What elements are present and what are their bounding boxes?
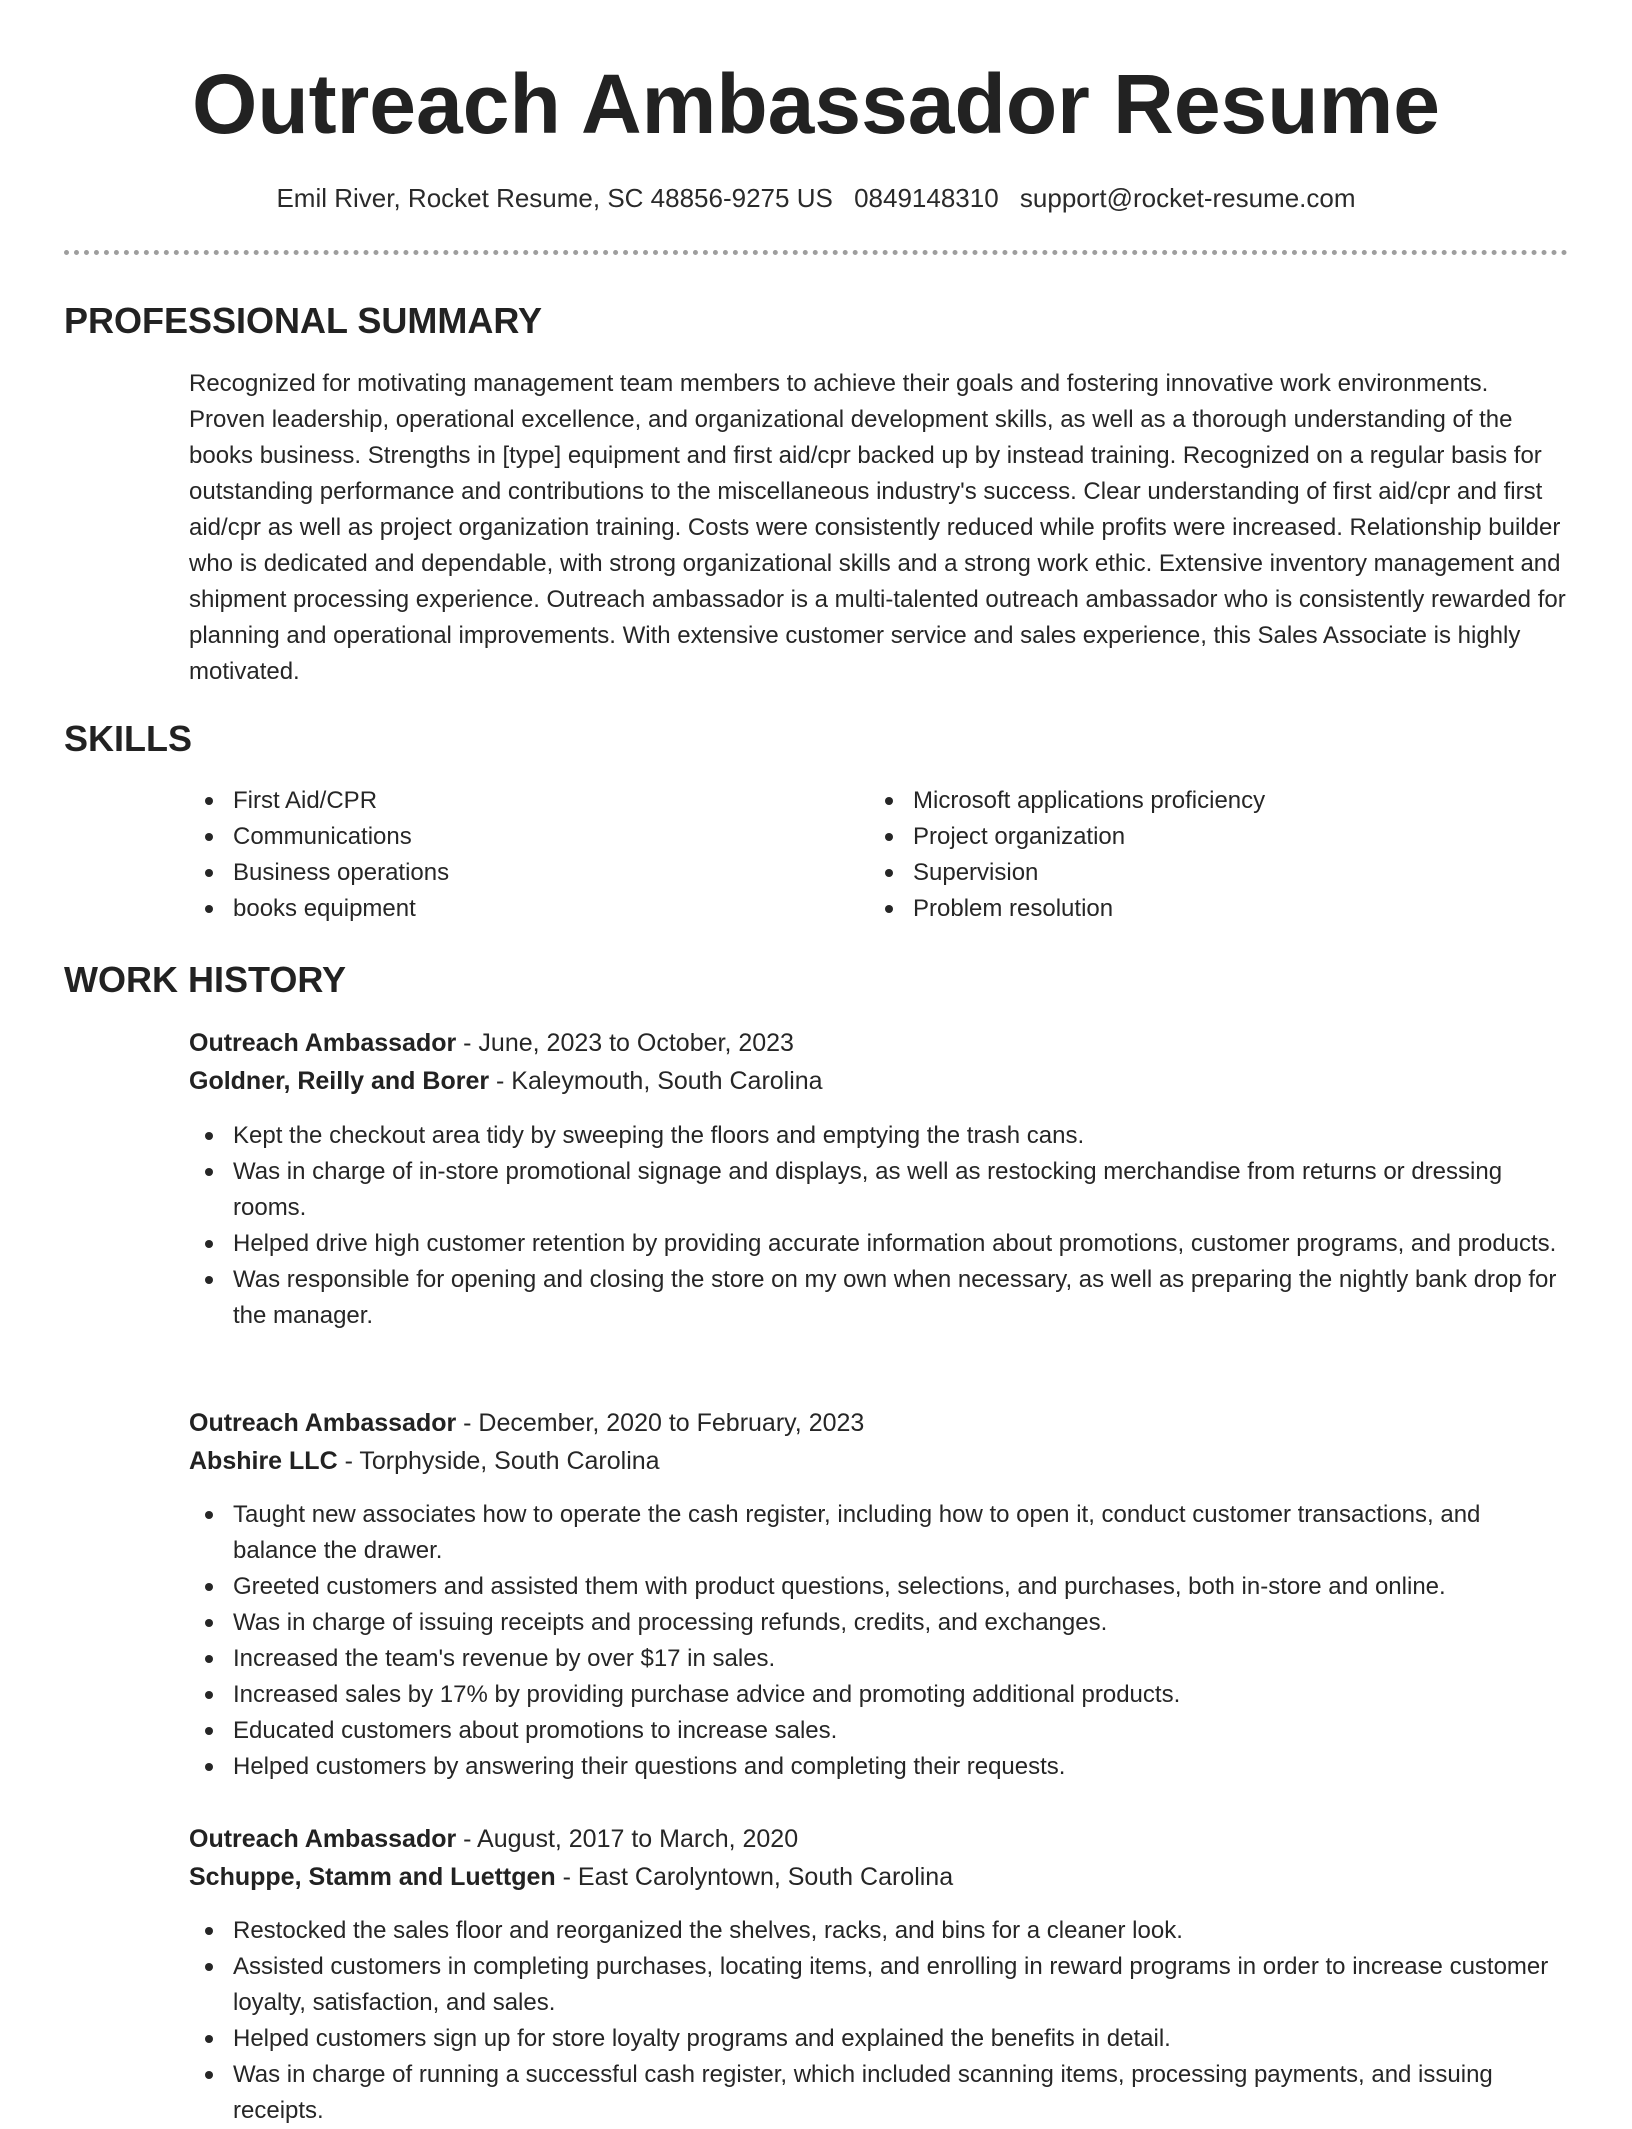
- job-bullets: [189, 1913, 1569, 2129]
- skill-item: Project organization: [869, 819, 1509, 855]
- job-title-line: [189, 1024, 1569, 1062]
- list-item: Was responsible for opening and closing the store on my own when necessary, as well as preparing the nightly bank drop for the manager.: [189, 1262, 1569, 1334]
- skill-item: Microsoft applications proficiency: [869, 783, 1509, 819]
- job-company-line: [189, 1858, 1569, 1896]
- list-item: Assisted customers in completing purchases, locating items, and enrolling in reward programs in order to increase customer loyalty, satisfaction, and sales.: [189, 1949, 1569, 2021]
- job-title: Outreach Ambassador: [189, 1029, 457, 1057]
- header-divider: [64, 250, 1568, 255]
- list-item: Was in charge of in-store promotional signage and displays, as well as restocking merchandise from returns or dressing rooms.: [189, 1154, 1569, 1226]
- summary-text: Recognized for motivating management team members to achieve their goals and fostering innovative work environments. Proven leadership, operational excellence, and organizational development skills, as well as a thorough understanding of the books business. Strengths in [type] equipment and first aid/cpr backed up by instead training. Recognized on a regular basis for outstanding performance and contributions to the miscellaneous industry's success. Clear understanding of first aid/cpr and first aid/cpr as well as project organization training. Costs were consistently reduced while profits were increased. Relationship builder who is dedicated and dependable, with strong organizational skills and a strong work ethic. Extensive inventory management and shipment processing experience. Outreach ambassador is a multi-talented outreach ambassador who is consistently rewarded for planning and operational improvements. With extensive customer service and sales experience, this Sales Associate is highly motivated.: [189, 370, 1566, 685]
- section-title-work: WORK HISTORY: [64, 959, 347, 1000]
- contact-line: [0, 180, 1632, 216]
- job-dates: - August, 2017 to March, 2020: [456, 1825, 799, 1853]
- job-company: Abshire LLC: [189, 1447, 338, 1475]
- skill-item: Communications: [189, 819, 829, 855]
- job-dates: - December, 2020 to February, 2023: [456, 1409, 865, 1437]
- list-item: Kept the checkout area tidy by sweeping the floors and emptying the trash cans.: [189, 1118, 1569, 1154]
- list-item: Taught new associates how to operate the cash register, including how to open it, conduct customer transactions, and balance the drawer.: [189, 1497, 1569, 1569]
- job-company-line: [189, 1442, 1569, 1480]
- resume-title: Outreach Ambassador Resume: [192, 57, 1440, 151]
- job-location: - Kaleymouth, South Carolina: [489, 1067, 823, 1095]
- skills-list-left: [189, 783, 829, 927]
- list-item: Greeted customers and assisted them with product questions, selections, and purchases, both in-store and online.: [189, 1569, 1569, 1605]
- skill-item: First Aid/CPR: [189, 783, 829, 819]
- job-company: Goldner, Reilly and Borer: [189, 1067, 490, 1095]
- list-item: Restocked the sales floor and reorganized the shelves, racks, and bins for a cleaner look.: [189, 1913, 1569, 1949]
- list-item: Was in charge of running a successful cash register, which included scanning items, processing payments, and issuing receipts.: [189, 2057, 1569, 2129]
- section-title-summary: PROFESSIONAL SUMMARY: [64, 300, 543, 341]
- skill-item: Business operations: [189, 855, 829, 891]
- list-item: Was in charge of issuing receipts and processing refunds, credits, and exchanges.: [189, 1605, 1569, 1641]
- job-bullets: [189, 1118, 1569, 1334]
- skill-item: Supervision: [869, 855, 1509, 891]
- list-item: Helped customers by answering their questions and completing their requests.: [189, 1749, 1569, 1785]
- contact-address: Emil River, Rocket Resume, SC 48856-9275 US: [276, 183, 833, 213]
- job-bullets: [189, 1497, 1569, 1785]
- skill-item: Problem resolution: [869, 891, 1509, 927]
- job-title: Outreach Ambassador: [189, 1409, 457, 1437]
- list-item: Helped customers sign up for store loyalty programs and explained the benefits in detail.: [189, 2021, 1569, 2057]
- job-company: Schuppe, Stamm and Luettgen: [189, 1863, 556, 1891]
- job-company-line: [189, 1062, 1569, 1100]
- contact-phone: 0849148310: [854, 183, 999, 213]
- skill-item: books equipment: [189, 891, 829, 927]
- list-item: Increased sales by 17% by providing purchase advice and promoting additional products.: [189, 1677, 1569, 1713]
- job-location: - Torphyside, South Carolina: [337, 1447, 660, 1475]
- job-title: Outreach Ambassador: [189, 1825, 457, 1853]
- list-item: Increased the team's revenue by over $17 in sales.: [189, 1641, 1569, 1677]
- job-location: - East Carolyntown, South Carolina: [555, 1863, 954, 1891]
- list-item: Helped drive high customer retention by providing accurate information about promotions, customer programs, and products.: [189, 1226, 1569, 1262]
- contact-email: support@rocket-resume.com: [1019, 183, 1356, 213]
- section-title-skills: SKILLS: [64, 718, 193, 759]
- list-item: Educated customers about promotions to increase sales.: [189, 1713, 1569, 1749]
- job-title-line: [189, 1820, 1569, 1858]
- job-title-line: [189, 1404, 1569, 1442]
- skills-list-right: [869, 783, 1509, 927]
- job-dates: - June, 2023 to October, 2023: [456, 1029, 794, 1057]
